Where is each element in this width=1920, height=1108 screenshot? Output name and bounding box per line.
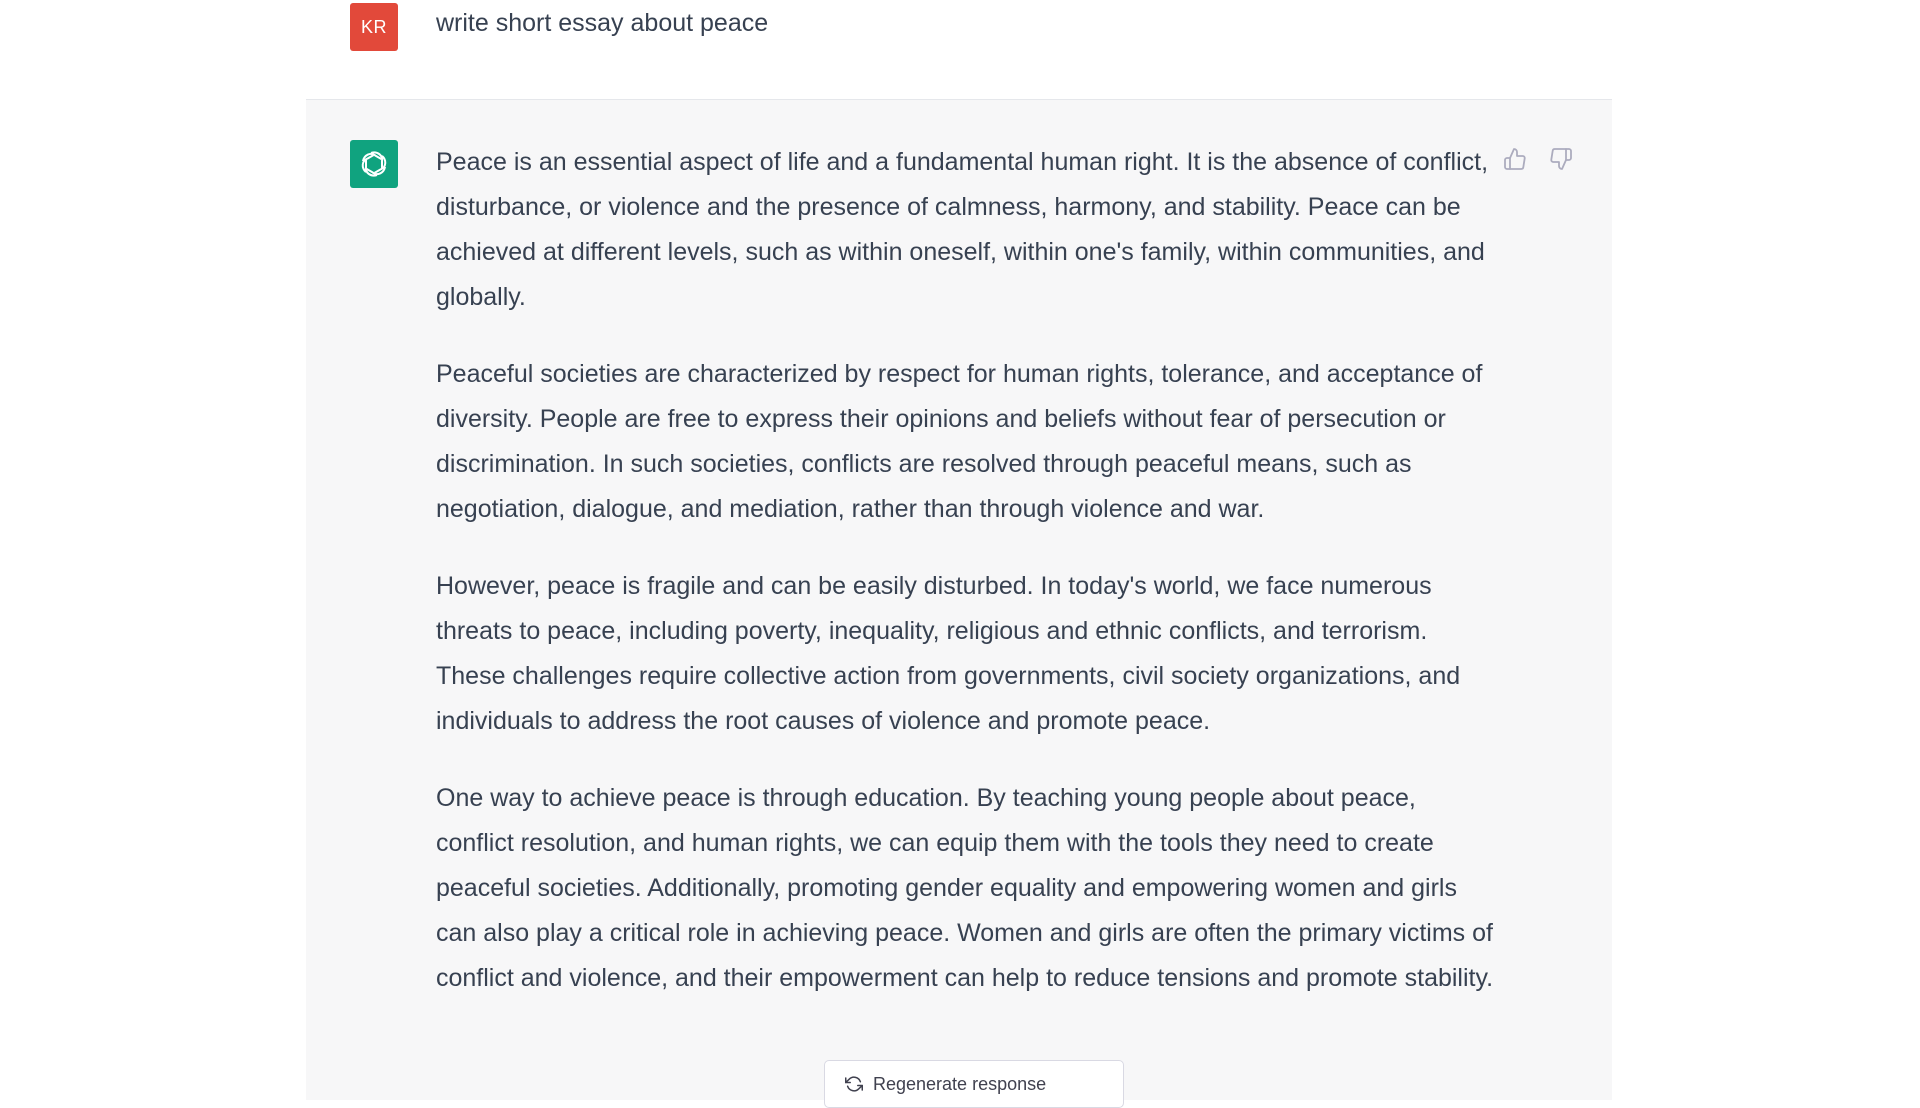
refresh-icon	[845, 1075, 863, 1093]
user-avatar: KR	[350, 3, 398, 51]
thumbs-up-icon	[1503, 147, 1527, 171]
thumbs-down-button[interactable]	[1546, 144, 1576, 174]
response-paragraph: Peace is an essential aspect of life and a fundamental human right. It is the absence of conflict, disturbance, or violence and the presence of calmness, harmony, and stability. Peace can be achieved at different levels, such as within oneself, within one's family, within communities, and globally.	[436, 148, 1489, 311]
openai-logo-icon	[350, 140, 398, 188]
user-message-row	[306, 0, 1612, 100]
regenerate-label: Regenerate response	[873, 1073, 1047, 1094]
thumbs-up-button[interactable]	[1500, 144, 1530, 174]
thumbs-down-icon	[1549, 147, 1573, 171]
response-paragraph: One way to achieve peace is through education. By teaching young people about peace, conflict resolution, and human rights, we can equip them with the tools they need to create peaceful societies. Additionally, promoting gender equality and empowering women and girls can also play a critical role in achieving peace. Women and girls are often the primary victims of conflict and violence, and their empowerment can help to reduce tensions and promote stability.	[436, 784, 1494, 992]
user-message-text: write short essay about peace	[436, 9, 769, 37]
response-paragraph: Peaceful societies are characterized by respect for human rights, tolerance, and acceptance of diversity. People are free to express their opinions and beliefs without fear of persecution or discrimination. In such societies, conflicts are resolved through peaceful means, such as negotiation, dialogue, and mediation, rather than through violence and war.	[436, 360, 1483, 523]
feedback-buttons	[1500, 144, 1576, 174]
regenerate-response-button[interactable]	[824, 1060, 1124, 1108]
response-paragraph: However, peace is fragile and can be easily disturbed. In today's world, we face numerous threats to peace, including poverty, inequality, religious and ethnic conflicts, and terrorism. These challenges require collective action from governments, civil society organizations, and individuals to address the root causes of violence and promote peace.	[436, 572, 1461, 735]
assistant-response	[436, 140, 1496, 1033]
assistant-message-row	[306, 100, 1612, 1100]
